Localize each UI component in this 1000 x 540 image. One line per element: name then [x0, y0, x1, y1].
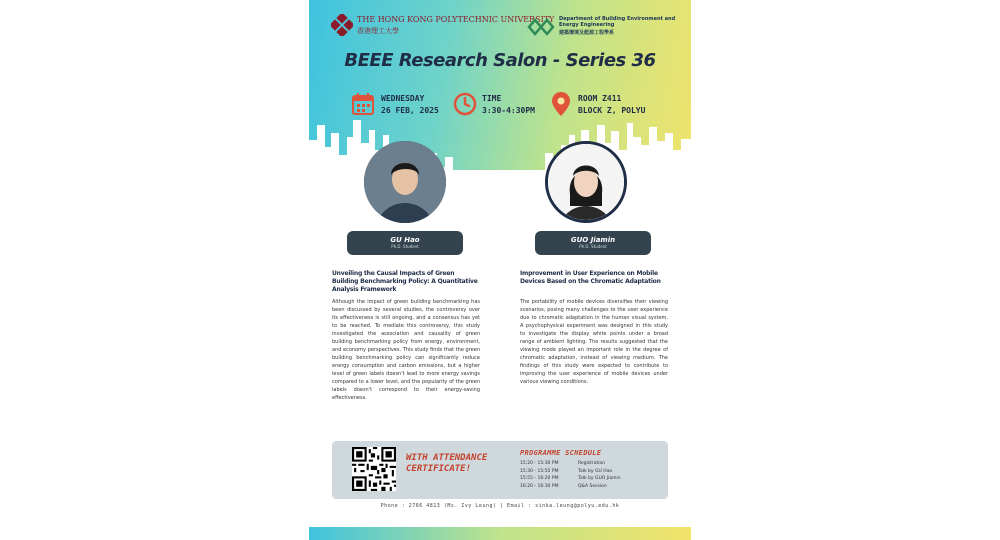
event-time — [482, 93, 535, 117]
speaker-1-talk-title: Unveiling the Causal Impacts of Green Building Benchmarking Policy: A Quantitative Analysis Framework — [332, 270, 478, 293]
speaker-1-role: Ph.D. Student — [391, 244, 419, 249]
schedule-item: Talk by GUO Jiamin — [578, 476, 621, 481]
speaker-1-photo — [364, 141, 446, 223]
calendar-icon — [351, 92, 375, 116]
location-pin-icon — [551, 91, 571, 117]
schedule-row — [520, 475, 660, 483]
schedule-time: 15:55 - 16:20 PM — [520, 476, 559, 481]
schedule-time: 15:20 - 15:30 PM — [520, 461, 559, 466]
schedule-panel — [332, 441, 668, 499]
schedule-item: Q&A Session — [578, 483, 607, 489]
speaker-2-talk-title: Improvement in User Experience on Mobile Devices Based on the Chromatic Adaptation — [520, 270, 661, 285]
programme-schedule-list — [520, 460, 660, 490]
attendance-certificate-note: WITH ATTENDANCE CERTIFICATE! — [406, 453, 488, 474]
clock-icon — [453, 92, 477, 116]
event-date — [381, 93, 439, 117]
department-name-zh: 建築環境及能源工程學系 — [559, 30, 615, 36]
department-emblem-icon — [527, 16, 555, 38]
speaker-2-role: Ph.D. Student — [579, 244, 607, 249]
event-time-label: TIME — [482, 94, 502, 103]
speaker-2-abstract: The portability of mobile devices diversifies their viewing scenarios, posing many challenges to the user experience due to chromatic adaptation in the human visual system. A psychophysical experiment was designed in this study to investigate the display white points under a broad range of ambient lighting. The results suggested that the viewing mode played an important role in the degree of chromatic adaptation, instead of viewing medium. The findings of this study were expected to contribute to improving the user experience of mobile devices under various viewing conditions. — [520, 299, 668, 385]
university-name-en: THE HONG KONG POLYTECHNIC UNIVERSITY — [357, 15, 555, 24]
speaker-1-name: GU Hao — [390, 236, 420, 244]
programme-schedule-title: PROGRAMME SCHEDULE — [520, 449, 602, 457]
schedule-time: 15:30 - 15:55 PM — [520, 468, 559, 474]
schedule-time: 16:20 - 16:30 PM — [520, 483, 559, 489]
event-poster — [309, 0, 691, 540]
schedule-item: Registration — [578, 461, 606, 466]
schedule-item: Talk by GU Hao — [578, 468, 613, 474]
speaker-2-name: GUO Jiamin — [570, 236, 616, 244]
event-room: ROOM Z411 — [578, 94, 622, 103]
event-location — [578, 93, 645, 117]
speaker-1-name-box — [347, 231, 463, 255]
speaker-2-name-box — [535, 231, 651, 255]
event-date-value: 26 FEB, 2025 — [381, 106, 439, 115]
department-logo — [527, 16, 677, 42]
registration-qr-code[interactable] — [352, 447, 396, 491]
gradient-footer-bar — [309, 527, 691, 540]
department-name-en: Department of Building Environment and Energy Engineering — [559, 16, 676, 28]
polyu-logo — [331, 14, 555, 40]
university-name-zh: 香港理工大學 — [357, 27, 399, 35]
speaker-1-abstract: Although the impact of green building benchmarking has been discussed by several studies, the controversy over its effectiveness is still ongoing, and a consensus has yet to be reached. To mediate this controversy, this study investigated the association and causality of green building benchmarking policy from energy, environment, and economy perspectives. This study finds that the green building benchmarking policy can significantly reduce energy consumption and carbon emissions, but a higher level of green labels doesn't lead to more energy savings compared to a lower level, and the popularity of the green labels doesn't correspond to their energy-saving effectiveness. — [332, 299, 480, 401]
poster-title: BEEE Research Salon - Series 36 — [344, 50, 656, 71]
schedule-row — [520, 460, 660, 468]
polyu-emblem-icon — [331, 14, 353, 36]
event-time-value: 3:30-4:30PM — [482, 106, 535, 115]
schedule-row — [520, 468, 660, 476]
speaker-2-photo — [545, 141, 627, 223]
contact-info: Phone : 2766 4813 (Ms. Ivy Leung) | Email : sinka.leung@polyu.edu.hk — [380, 503, 620, 509]
event-day: WEDNESDAY — [381, 94, 425, 103]
event-place: BLOCK Z, POLYU — [578, 106, 646, 115]
schedule-row — [520, 483, 660, 491]
